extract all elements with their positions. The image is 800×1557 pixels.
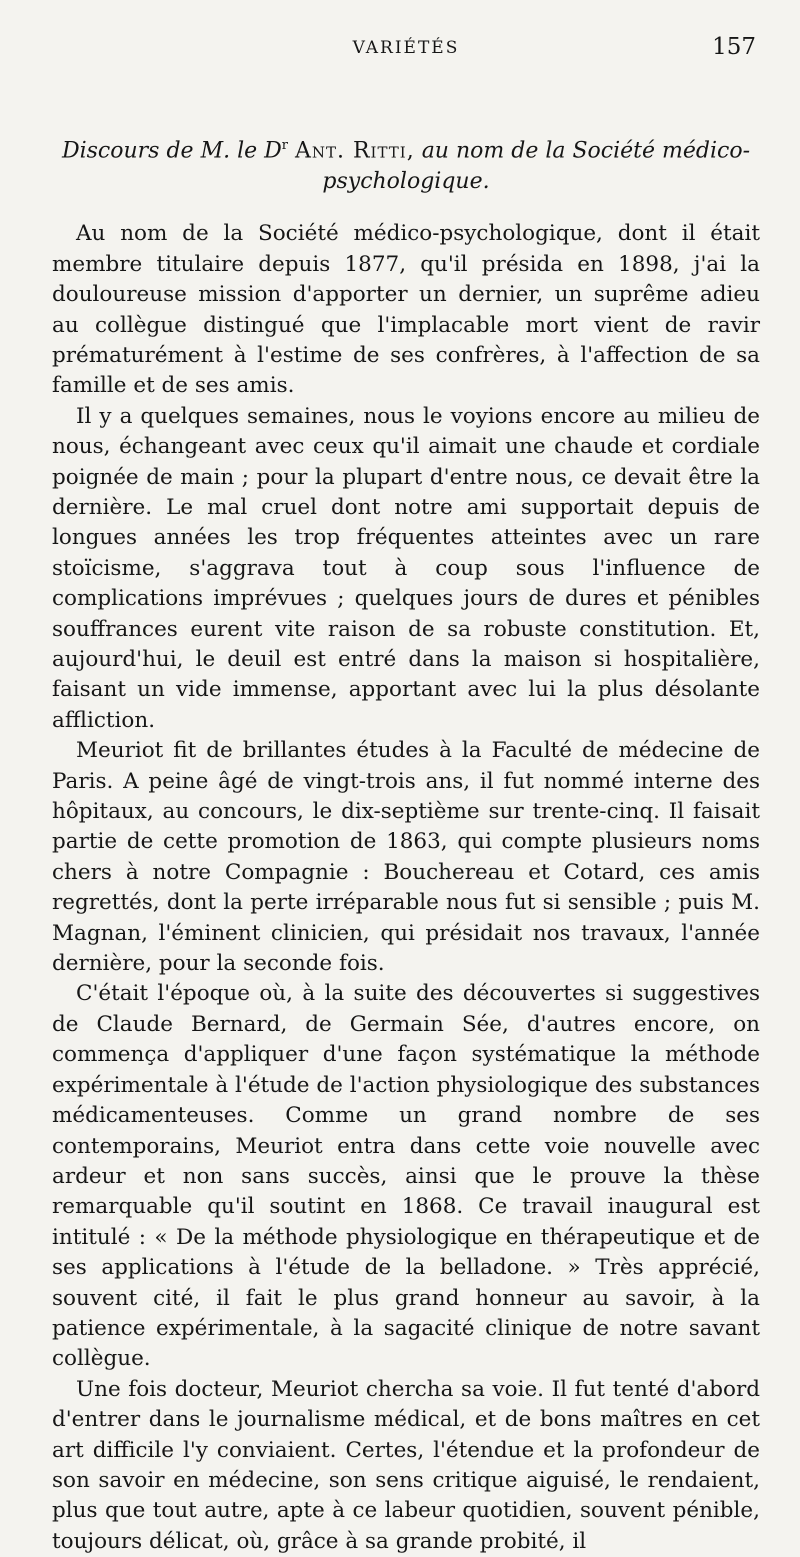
heading-part1: Discours de M. le D: [61, 138, 282, 164]
paragraph: Il y a quelques semaines, nous le voyions encore au milieu de nous, échangeant avec ceux qu'il aimait une chaude et cordiale poignée de main ; pour la plupart d'entre nous, ce devait être la dernière. Le mal cruel dont notre ami supportait depuis de longues années les trop fréquentes atteintes avec un rare stoïcisme, s'aggrava tout à coup sous l'influence de complications imprévues ; quelques jours de dures et pénibles souffrances eurent vite raison de sa robuste constitution. Et, aujourd'hui, le deuil est entré dans la maison si hospitalière, faisant un vide immense, apportant avec lui la plus désolante affliction.: [52, 403, 760, 733]
heading-author-name: Ant. Ritti,: [294, 138, 415, 164]
heading-sup: r: [281, 138, 288, 153]
page-number: 157: [712, 34, 756, 60]
heading-part2: au nom de la Société médico-psychologique.: [322, 138, 751, 195]
paragraph: Au nom de la Société médico-psychologique, dont il était membre titulaire depuis 1877, qu'il présida en 1898, j'ai la douloureuse mission d'apporter un dernier, un suprême adieu au collègue distingué que l'implacable mort vient de ravir prématurément à l'estime de ses confrères, à l'affection de sa famille et de ses amis.: [52, 221, 760, 399]
paragraph: Une fois docteur, Meuriot chercha sa voie. Il fut tenté d'abord d'entrer dans le journalisme médical, et de bons maîtres en cet art difficile l'y conviaient. Certes, l'étendue et la profondeur de son savoir en médecine, son sens critique aiguisé, le rendaient, plus que tout autre, apte à ce labeur quotidien, souvent pénible, toujours délicat, où, grâce à sa grande probité, il: [52, 1376, 760, 1554]
section-heading: [52, 130, 760, 197]
paragraph: C'était l'époque où, à la suite des découvertes si suggestives de Claude Bernard, de Germain Sée, d'autres encore, on commença d'appliquer d'une façon systématique la méthode expérimentale à l'étude de l'action physiologique des substances médicamenteuses. Comme un grand nombre de ses contemporains, Meuriot entra dans cette voie nouvelle avec ardeur et non sans succès, ainsi que le prouve la thèse remarquable qu'il soutint en 1868. Ce travail inaugural est intitulé : « De la méthode physiologique en thérapeutique et de ses applications à l'étude de la belladone. » Très apprécié, souvent cité, il fait le plus grand honneur au savoir, à la patience expérimentale, à la sagacité clinique de notre savant collègue.: [52, 981, 760, 1372]
body-text: [52, 219, 760, 1557]
running-head: [52, 34, 760, 66]
paragraph: Meuriot fit de brillantes études à la Faculté de médecine de Paris. A peine âgé de vingt-trois ans, il fut nommé interne des hôpitaux, au concours, le dix-septième sur trente-cinq. Il faisait partie de cette promotion de 1863, qui compte plusieurs noms chers à notre Compagnie : Bouchereau et Cotard, ces amis regrettés, dont la perte irréparable nous fut si sensible ; puis M. Magnan, l'éminent clinicien, qui présidait nos travaux, l'année dernière, pour la seconde fois.: [52, 738, 760, 977]
running-title: VARIÉTÉS: [352, 38, 460, 58]
